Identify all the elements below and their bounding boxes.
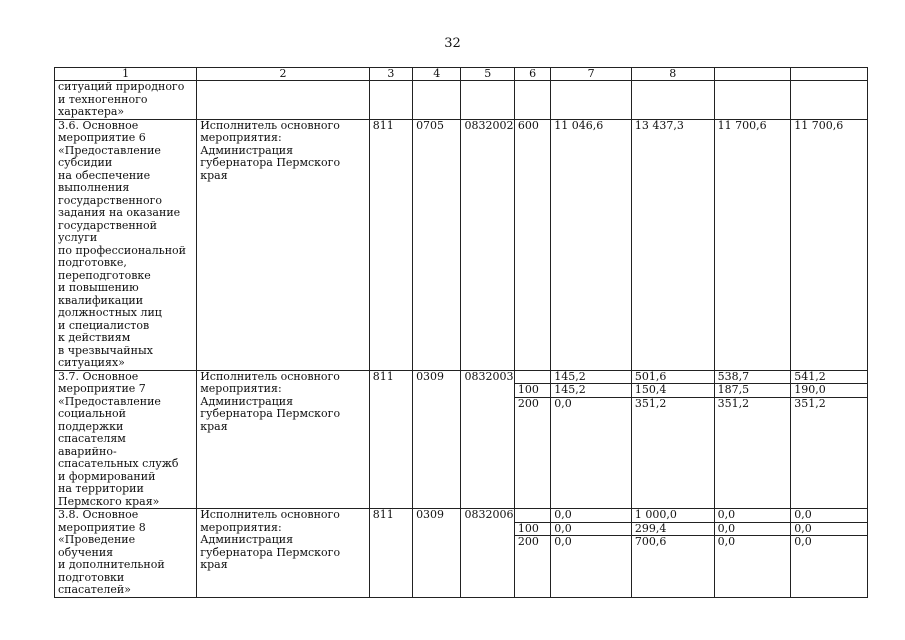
cell-value: 501,6 (632, 371, 714, 385)
cell-value: 0,0 (715, 523, 791, 537)
table-cell-col7 (551, 509, 632, 598)
header-cell: 8 (631, 68, 714, 81)
cell-value: 700,6 (634, 535, 667, 548)
table-cell-col7 (551, 119, 632, 370)
table-cell-col10 (791, 370, 868, 509)
table-cell-col3 (369, 81, 412, 120)
table-cell-col5: 0832003 (461, 370, 514, 509)
cell-value: 0,0 (554, 396, 572, 410)
table-cell-col4: 0705 (413, 119, 461, 370)
cell-value: 200 (517, 396, 539, 410)
table-cell-col9 (714, 81, 791, 120)
header-cell: 3 (369, 68, 412, 81)
table-cell-col8 (631, 81, 714, 120)
cell-value: 190,0 (791, 384, 867, 398)
table-cell-col7 (551, 81, 632, 120)
cell-value (515, 509, 550, 523)
cell-value: 538,7 (715, 371, 791, 385)
cell-value: 13 437,3 (634, 118, 684, 132)
header-cell: 5 (461, 68, 514, 81)
table-row (55, 81, 868, 120)
cell-value: 100 (515, 523, 550, 537)
table-cell-col6 (514, 81, 550, 120)
table-cell-col8 (631, 370, 714, 509)
cell-value: 351,2 (634, 396, 667, 410)
cell-value: 0,0 (551, 523, 631, 537)
cell-value: 0,0 (794, 535, 812, 548)
cell-value: 0,0 (791, 509, 867, 523)
header-cell: 4 (413, 68, 461, 81)
cell-value: 351,2 (717, 396, 750, 410)
table-cell-col8 (631, 509, 714, 598)
table-cell-col2: Исполнитель основного мероприятия: Администрация губернатора Пермского края (197, 509, 369, 598)
table-cell-col4: 0309 (413, 509, 461, 598)
table-cell-col5: 0832006 (461, 509, 514, 598)
cell-value: 0,0 (715, 509, 791, 523)
cell-value: 145,2 (551, 371, 631, 385)
table-cell-col2 (197, 81, 369, 120)
page-number: 32 (444, 36, 461, 51)
cell-value: 100 (515, 384, 550, 398)
cell-value: 11 700,6 (794, 118, 844, 132)
table-row (55, 509, 868, 598)
table-cell-col6 (514, 119, 550, 370)
table-cell-col10 (791, 81, 868, 120)
cell-value: 145,2 (551, 384, 631, 398)
table-cell-col2: Исполнитель основного мероприятия: Администрация губернатора Пермского края (197, 119, 369, 370)
table-cell-col9 (714, 370, 791, 509)
cell-value: 351,2 (794, 396, 826, 410)
table-cell-col5: 0832002 (461, 119, 514, 370)
table-cell-col7 (551, 370, 632, 509)
table-cell-col4 (413, 81, 461, 120)
cell-value: 150,4 (632, 384, 714, 398)
table-cell-col1: ситуаций природного и техногенного характера» (55, 81, 197, 120)
table-cell-col4: 0309 (413, 370, 461, 509)
table-cell-col3: 811 (369, 119, 412, 370)
cell-value: 0,0 (554, 535, 572, 548)
table-cell-col6 (514, 509, 550, 598)
header-cell: 6 (514, 68, 550, 81)
table-cell-col3: 811 (369, 370, 412, 509)
budget-table (54, 67, 868, 598)
header-cell (791, 68, 868, 81)
table-cell-col9 (714, 119, 791, 370)
cell-value: 11 700,6 (717, 118, 767, 132)
table-cell-col9 (714, 509, 791, 598)
cell-value: 0,0 (551, 509, 631, 523)
header-cell (714, 68, 791, 81)
cell-value: 600 (517, 118, 539, 132)
table-cell-col5 (461, 81, 514, 120)
header-cell: 2 (197, 68, 369, 81)
table-cell-col6 (514, 370, 550, 509)
table-cell-col8 (631, 119, 714, 370)
table-cell-col10 (791, 119, 868, 370)
cell-value: 1 000,0 (632, 509, 714, 523)
table-cell-col1: 3.6. Основное мероприятие 6 «Предоставление субсидии на обеспечение выполнения государственного задания на оказание государственной услуги по профессиональной подготовке, переподготовке и повышению квалификации должностных лиц и специалистов к действиям в чрезвычайных ситуациях» (55, 119, 197, 370)
table-cell-col3: 811 (369, 509, 412, 598)
table-row (55, 119, 868, 370)
cell-value: 187,5 (715, 384, 791, 398)
cell-value: 200 (517, 535, 539, 548)
cell-value: 0,0 (717, 535, 736, 548)
header-cell: 1 (55, 68, 197, 81)
table-cell-col2: Исполнитель основного мероприятия: Администрация губернатора Пермского края (197, 370, 369, 509)
cell-value: 541,2 (791, 371, 867, 385)
table-row (55, 370, 868, 509)
cell-value (515, 371, 550, 385)
cell-value: 0,0 (791, 523, 867, 537)
table-cell-col1: 3.8. Основное мероприятие 8 «Проведение обучения и дополнительной подготовки спасателей» (55, 509, 197, 598)
cell-value: 299,4 (632, 523, 714, 537)
table-cell-col10 (791, 509, 868, 598)
cell-value: 11 046,6 (554, 118, 604, 132)
table-cell-col1: 3.7. Основное мероприятие 7 «Предоставление социальной поддержки спасателям аварийно- спасательных служб и формирований на территории Пермского края» (55, 370, 197, 509)
header-row (55, 68, 868, 81)
header-cell: 7 (551, 68, 632, 81)
